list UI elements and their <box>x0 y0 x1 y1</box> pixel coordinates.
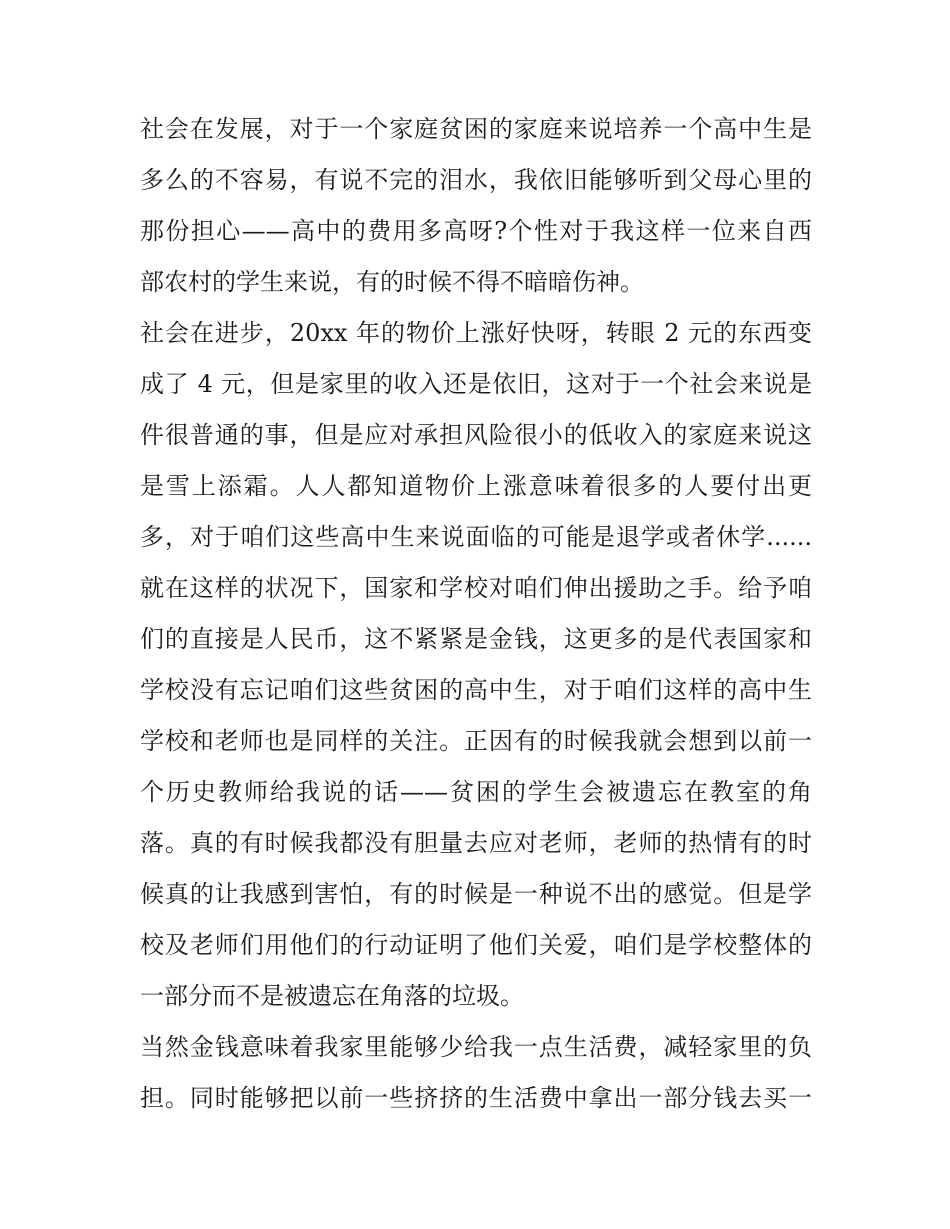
text-line: 当然金钱意味着我家里能够少给我一点生活费，减轻家里的负 <box>140 1033 812 1061</box>
paragraph-2 <box>140 308 812 563</box>
paragraph-3 <box>140 563 812 1022</box>
text-line: 件很普通的事，但是应对承担风险很小的低收入的家庭来说这 <box>140 421 812 449</box>
paragraph-1 <box>140 104 812 308</box>
text-line: 是雪上添霜。人人都知道物价上涨意味着很多的人要付出更 <box>140 472 812 500</box>
text-line: 们的直接是人民币，这不紧紧是金钱，这更多的是代表国家和 <box>140 625 812 653</box>
text-line: 就在这样的状况下，国家和学校对咱们伸出援助之手。给予咱 <box>140 574 812 602</box>
paragraph-4 <box>140 1022 812 1124</box>
text-line: 成了 4 元，但是家里的收入还是依旧，这对于一个社会来说是 <box>140 370 812 398</box>
document-body <box>140 104 812 1124</box>
text-line: 那份担心——高中的费用多高呀?个性对于我这样一位来自西 <box>140 217 812 245</box>
text-line: 学校和老师也是同样的关注。正因有的时候我就会想到以前一 <box>140 727 812 755</box>
text-line: 校及老师们用他们的行动证明了他们关爱，咱们是学校整体的 <box>140 931 812 959</box>
text-line: 社会在发展，对于一个家庭贫困的家庭来说培养一个高中生是 <box>140 115 812 143</box>
text-line: 个历史教师给我说的话——贫困的学生会被遗忘在教室的角 <box>140 778 812 806</box>
text-line: 候真的让我感到害怕，有的时候是一种说不出的感觉。但是学 <box>140 880 812 908</box>
text-line: 多，对于咱们这些高中生来说面临的可能是退学或者休学...... <box>140 523 812 551</box>
text-line: 落。真的有时候我都没有胆量去应对老师，老师的热情有的时 <box>140 829 812 857</box>
text-line: 部农村的学生来说，有的时候不得不暗暗伤神。 <box>140 268 644 296</box>
text-line: 社会在进步，20xx 年的物价上涨好快呀，转眼 2 元的东西变 <box>140 319 812 347</box>
text-line: 多么的不容易，有说不完的泪水，我依旧能够听到父母心里的 <box>140 166 812 194</box>
text-line: 一部分而不是被遗忘在角落的垃圾。 <box>140 982 524 1010</box>
text-line: 担。同时能够把以前一些挤挤的生活费中拿出一部分钱去买一 <box>140 1084 812 1112</box>
text-line: 学校没有忘记咱们这些贫困的高中生，对于咱们这样的高中生 <box>140 676 812 704</box>
